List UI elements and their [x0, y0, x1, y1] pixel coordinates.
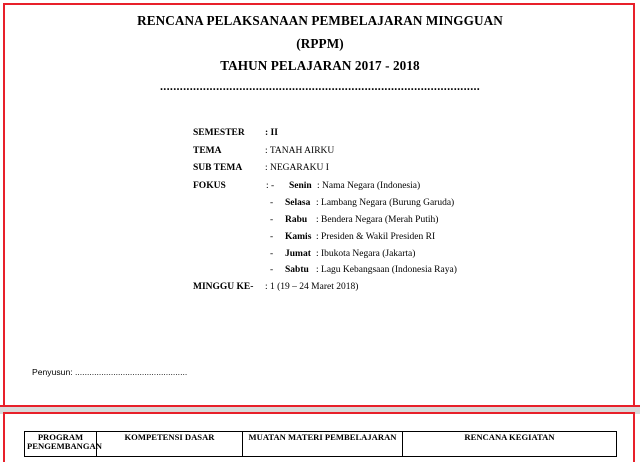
fokus-item: [270, 265, 457, 276]
fokus-row: [193, 181, 226, 192]
fokus-item-day: Rabu: [285, 215, 308, 225]
fokus-item-prefix: -: [270, 265, 274, 275]
fokus-item-day: Senin: [289, 181, 312, 191]
subtema-value: : NEGARAKU I: [265, 163, 329, 173]
fokus-item-value: : Ibukota Negara (Jakarta): [316, 249, 416, 259]
header-muatan-materi: MUATAN MATERI PEMBELAJARAN: [243, 432, 403, 457]
fokus-item-day: Jumat: [285, 249, 311, 259]
fokus-item-value: : Lambang Negara (Burung Garuda): [316, 198, 455, 208]
doc-subtitle: (RPPM): [296, 36, 344, 51]
minggu-row: [193, 282, 358, 293]
fokus-item-prefix: -: [270, 198, 274, 208]
doc-year: TAHUN PELAJARAN 2017 - 2018: [220, 58, 420, 73]
header-rencana-kegiatan: RENCANA KEGIATAN: [403, 432, 617, 457]
fokus-item-day: Selasa: [285, 198, 311, 208]
header-program-pengembangan: PROGRAM PENGEMBANGAN: [25, 432, 97, 457]
fokus-item: [270, 232, 435, 243]
fokus-item-prefix: -: [270, 249, 274, 259]
fokus-item: [270, 198, 454, 209]
subtema-row: [193, 163, 329, 174]
semester-label: SEMESTER: [193, 128, 245, 138]
semester-value: : II: [265, 128, 278, 138]
fokus-item: [266, 181, 420, 192]
penyusun-line: [32, 367, 187, 377]
fokus-item: [270, 215, 438, 226]
tema-value: : TANAH AIRKU: [265, 146, 335, 156]
fokus-item-value: : Presiden & Wakil Presiden RI: [316, 232, 436, 242]
dotted-rule: .................................................................................................: [160, 79, 481, 93]
penyusun-label: Penyusun:: [32, 367, 73, 377]
fokus-item-day: Sabtu: [285, 265, 309, 275]
semester-row: [193, 128, 278, 139]
minggu-label: MINGGU KE-: [193, 282, 254, 292]
fokus-item-value: : Nama Negara (Indonesia): [317, 181, 421, 191]
fokus-item-prefix: : -: [266, 181, 275, 191]
fokus-item-prefix: -: [270, 232, 274, 242]
fokus-item-value: : Bendera Negara (Merah Putih): [316, 215, 439, 225]
fokus-item-day: Kamis: [285, 232, 312, 242]
table-header-row: [25, 432, 617, 457]
fokus-item: [270, 249, 415, 260]
subtema-label: SUB TEMA: [193, 163, 243, 173]
header-kompetensi-dasar: KOMPETENSI DASAR: [97, 432, 243, 457]
minggu-value: : 1 (19 – 24 Maret 2018): [265, 282, 359, 292]
fokus-label: FOKUS: [193, 181, 226, 191]
tema-label: TEMA: [193, 146, 222, 156]
rppm-table: [24, 431, 617, 457]
fokus-item-prefix: -: [270, 215, 274, 225]
tema-row: [193, 146, 334, 157]
penyusun-dots: ...............................................: [75, 367, 188, 377]
doc-title: RENCANA PELAKSANAAN PEMBELAJARAN MINGGUAN: [137, 13, 503, 28]
fokus-item-value: : Lagu Kebangsaan (Indonesia Raya): [316, 265, 457, 275]
